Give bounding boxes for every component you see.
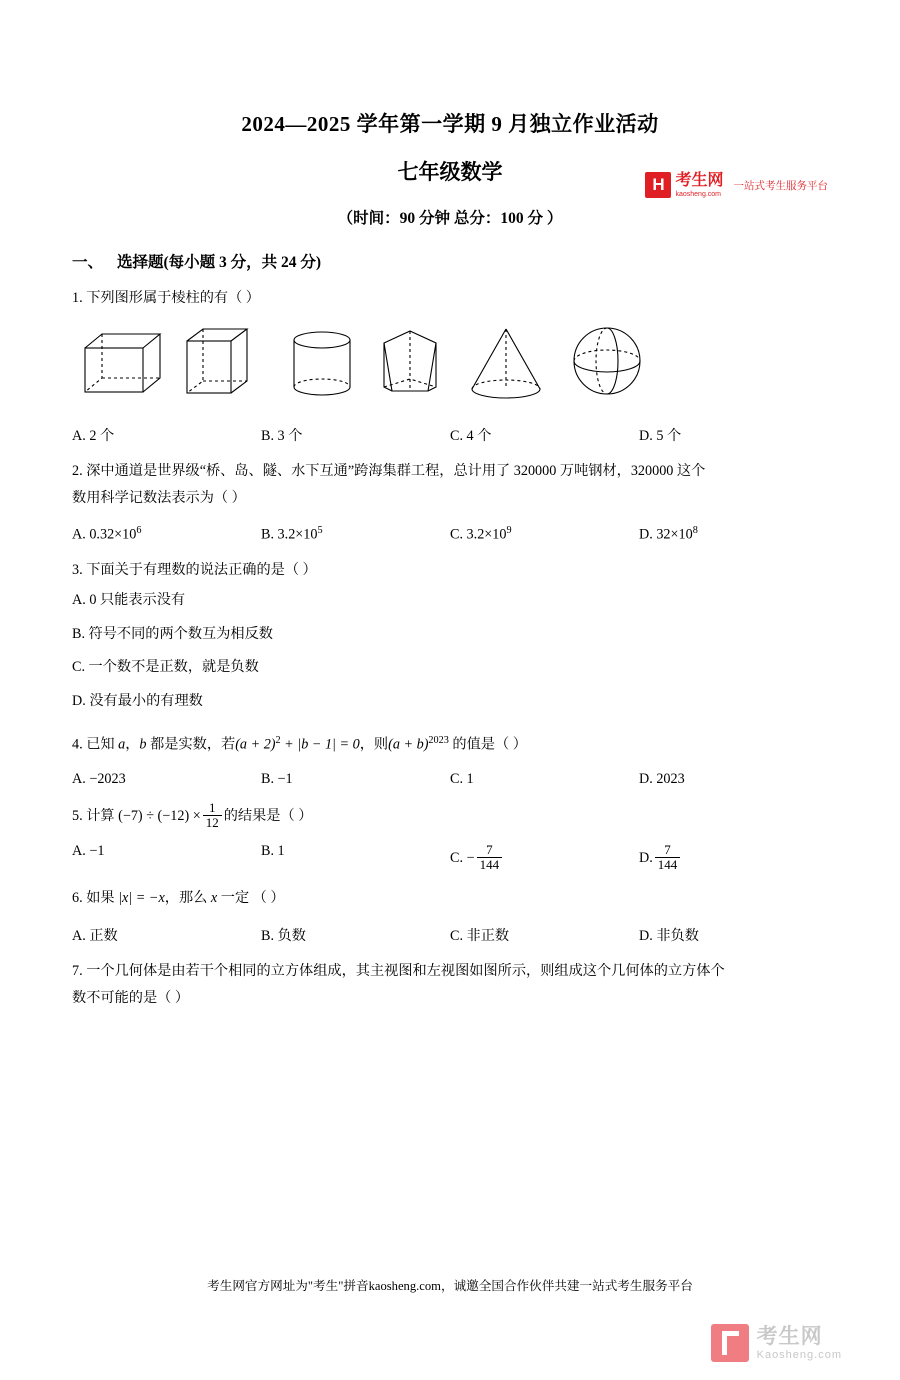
page-title: 2024—2025 学年第一学期 9 月独立作业活动 <box>241 112 659 136</box>
question-4-option-a[interactable]: A. −2023 <box>72 771 126 788</box>
q4-text-1: 4. 已知 <box>72 736 119 753</box>
question-3-option-a[interactable]: A. 0 只能表示没有 <box>72 592 186 609</box>
question-1-option-b[interactable]: B. 3 个 <box>261 427 303 444</box>
q4-text-5: 的值是（ ） <box>448 736 527 753</box>
q2-a-text: A. 0.32×10 <box>72 526 137 543</box>
question-6-option-d[interactable]: D. 非负数 <box>639 927 699 944</box>
question-6 <box>72 885 828 913</box>
q4-var-a: a <box>118 736 126 753</box>
q5-d-fraction <box>655 843 681 872</box>
question-6-options <box>72 925 828 945</box>
question-1-options <box>72 425 828 445</box>
footer-note-url: kaosheng.com <box>368 1279 441 1293</box>
logo-en-text: kaosheng.com <box>675 190 722 198</box>
question-4 <box>72 731 828 759</box>
question-5-option-a[interactable]: A. −1 <box>72 842 105 859</box>
question-4-options <box>72 771 828 788</box>
question-1-option-c[interactable]: C. 4 个 <box>450 427 492 444</box>
question-4-option-b[interactable]: B. −1 <box>261 771 293 788</box>
q6-expr: |x| = −x <box>118 890 165 907</box>
q4-expr-1: (a + 2) <box>235 736 276 753</box>
question-2-options <box>72 525 828 544</box>
q2-c-text: C. 3.2×10 <box>450 526 507 543</box>
q5-d-num: 7 <box>664 841 671 857</box>
footer-note-post: ，诚邀全国合作伙伴共建一站式考生服务平台 <box>440 1279 693 1293</box>
page-subtitle: 七年级数学 <box>397 160 503 184</box>
question-7-stem-line1: 7. 一个几何体是由若干个相同的立方体组成，其主视图和左视图如图所示，则组成这个几何体的立方体个 <box>72 962 725 979</box>
question-1-figures <box>80 321 828 413</box>
q4-text-4: ，则 <box>359 736 389 753</box>
rectangular-prism-figure <box>182 321 272 413</box>
q4-expr-3-exp: 2023 <box>428 734 449 746</box>
question-2-stem-line2: 数用科学记数法表示为（ ） <box>72 490 246 507</box>
q5-text-1: 5. 计算 (−7) ÷ (−12) × <box>72 808 201 825</box>
q2-d-exp: 8 <box>692 525 698 537</box>
q2-d-text: D. 32×10 <box>639 526 693 543</box>
q5-d-den: 144 <box>655 857 681 872</box>
logo-mark-icon: H <box>645 172 671 198</box>
watermark-en: Kaosheng.com <box>756 1348 842 1361</box>
question-7-stem-line2: 数不可能的是（ ） <box>72 990 190 1007</box>
question-6-option-b[interactable]: B. 负数 <box>261 927 306 944</box>
question-5-option-c[interactable] <box>450 843 639 872</box>
q4-expr-3: (a + b) <box>388 736 429 753</box>
question-1 <box>72 285 828 313</box>
question-6-option-c[interactable]: C. 非正数 <box>450 927 510 944</box>
q5-c-num: 7 <box>486 841 493 857</box>
q4-var-b: b <box>139 736 147 753</box>
question-2 <box>72 458 828 513</box>
logo-text <box>675 173 723 198</box>
q4-expr-1-exp: 2 <box>275 734 281 746</box>
q6-text-1: 6. 如果 <box>72 890 119 907</box>
question-4-option-c[interactable]: C. 1 <box>450 771 474 788</box>
q5-d-prefix: D. <box>639 849 653 866</box>
q5-fraction <box>203 801 222 830</box>
q6-text-2: ，那么 <box>164 890 211 907</box>
q5-text-2: 的结果是（ ） <box>223 808 313 825</box>
question-5-option-d[interactable] <box>639 843 828 872</box>
q5-c-fraction <box>477 843 503 872</box>
exam-meta: （时间：90 分钟 总分：100 分 ） <box>337 210 563 227</box>
pentagonal-prism-figure <box>376 321 456 413</box>
watermark <box>711 1324 842 1362</box>
section-heading <box>72 250 828 272</box>
q4-text-3: 都是实数，若 <box>146 736 236 753</box>
q6-var-x: x <box>210 890 218 907</box>
question-2-option-d[interactable] <box>639 525 828 544</box>
q2-b-text: B. 3.2×10 <box>261 526 318 543</box>
q2-c-exp: 9 <box>506 525 512 537</box>
question-5-option-b[interactable]: B. 1 <box>261 842 285 859</box>
question-4-option-d[interactable]: D. 2023 <box>639 771 685 788</box>
watermark-text <box>757 1325 842 1361</box>
question-5-options <box>72 843 828 872</box>
question-3-option-c[interactable]: C. 一个数不是正数，就是负数 <box>72 659 259 676</box>
question-3-option-d[interactable]: D. 没有最小的有理数 <box>72 692 203 709</box>
question-7 <box>72 958 828 1013</box>
question-2-stem-line1: 2. 深中通道是世界级“桥、岛、隧、水下互通”跨海集群工程，总计用了 320000 万吨钢材，320000 这个 <box>72 462 706 479</box>
question-3-stem: 3. 下面关于有理数的说法正确的是（ ） <box>72 561 317 578</box>
q5-c-prefix: C. − <box>450 849 475 866</box>
q5-frac-den: 12 <box>203 815 222 830</box>
question-1-option-d[interactable]: D. 5 个 <box>639 427 682 444</box>
question-6-option-a[interactable]: A. 正数 <box>72 927 118 944</box>
cylinder-figure <box>288 321 368 413</box>
q4-expr-2: + |b − 1| = 0 <box>280 736 360 753</box>
logo-cn-text: 考生网 <box>675 171 724 189</box>
question-5 <box>72 801 828 831</box>
q2-a-exp: 6 <box>136 525 142 537</box>
site-logo <box>645 170 828 200</box>
watermark-cn: 考生网 <box>756 1325 823 1349</box>
cuboid-figure <box>80 321 170 413</box>
q5-frac-num: 1 <box>208 800 216 816</box>
question-3-option-b[interactable]: B. 符号不同的两个数互为相反数 <box>72 625 273 642</box>
sphere-figure <box>562 321 662 413</box>
q6-text-3: 一定 （ ） <box>217 890 285 907</box>
question-3 <box>72 557 828 585</box>
question-2-option-c[interactable] <box>450 525 639 544</box>
question-1-stem: 1. 下列图形属于棱柱的有（ ） <box>72 290 260 306</box>
q4-text-2: ， <box>125 736 140 753</box>
question-2-option-b[interactable] <box>261 525 450 544</box>
q5-c-den: 144 <box>477 857 503 872</box>
logo-slogan: 一站式考生服务平台 <box>733 179 828 192</box>
question-2-option-a[interactable] <box>72 525 261 544</box>
section-title: 选择题(每小题 3 分，共 24 分) <box>117 254 322 271</box>
section-number: 一、 <box>72 254 104 271</box>
footer-note-pre: 考生网官方网址为"考生"拼音 <box>207 1279 369 1293</box>
q2-b-exp: 5 <box>317 525 323 537</box>
exam-page <box>0 108 900 1380</box>
question-1-option-a[interactable]: A. 2 个 <box>72 427 115 444</box>
footer-note <box>0 1275 900 1294</box>
cone-figure <box>462 321 562 413</box>
watermark-logo-icon <box>711 1324 749 1362</box>
